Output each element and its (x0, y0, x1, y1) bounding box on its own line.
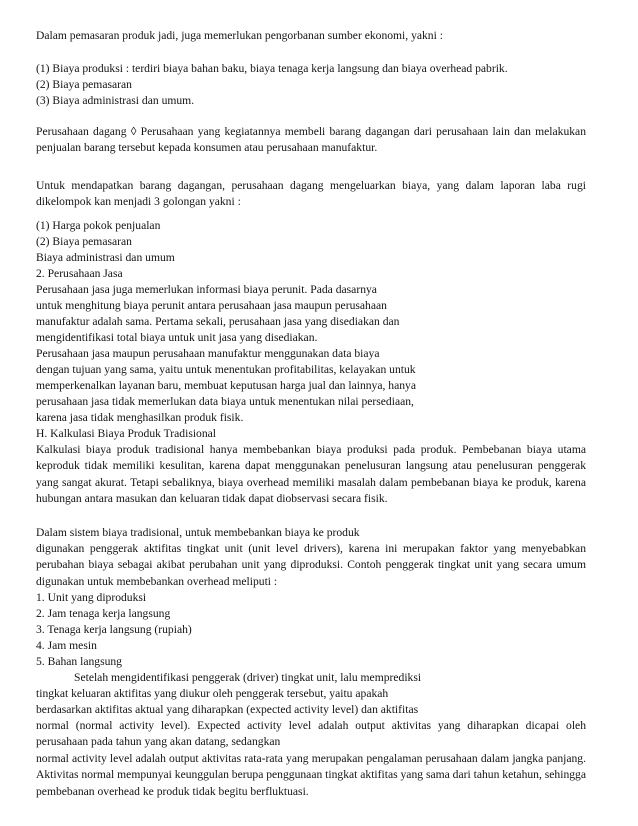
text-line: (2) Biaya pemasaran (36, 235, 132, 248)
text-line: dengan tujuan yang sama, yaitu untuk menentukan profitabilitas, kelayakan untuk (36, 363, 416, 376)
section-heading: 2. Perusahaan Jasa (36, 267, 123, 280)
driver-item: 3. Tenaga kerja langsung (rupiah) (36, 623, 192, 636)
text-line: tingkat keluaran aktifitas yang diukur oleh penggerak tersebut, yaitu apakah (36, 687, 389, 700)
perusahaan-dagang-paragraph: Perusahaan dagang ◊ Perusahaan yang kegiatannya membeli barang dagangan dari perusahaan lain dan melakukan penjualan barang tersebut kepada konsumen atau perusahaan manufaktur. (36, 125, 586, 155)
digunakan-paragraph: digunakan penggerak aktifitas tingkat unit (unit level drivers), karena ini merupakan faktor yang menyebabkan perubahan biaya sebagai akibat perubahan unit yang diproduksi. Contoh penggerak tingkat unit yang secara umum digunakan untuk membebankan overhead meliputi : (36, 542, 586, 588)
text-line: Dalam sistem biaya tradisional, untuk membebankan biaya ke produk (36, 526, 360, 539)
driver-item: 2. Jam tenaga kerja langsung (36, 607, 171, 620)
cost-item: (2) Biaya pemasaran (36, 78, 132, 91)
cost-item: (3) Biaya administrasi dan umum. (36, 94, 195, 107)
cost-item: (1) Biaya produksi : terdiri biaya bahan baku, biaya tenaga kerja langsung dan biaya overhead pabrik. (36, 62, 508, 75)
text-line: memperkenalkan layanan baru, membuat keputusan harga jual dan lainnya, hanya (36, 379, 416, 392)
intro-line: Dalam pemasaran produk jadi, juga memerlukan pengorbanan sumber ekonomi, yakni : (36, 29, 443, 42)
text-line: mengidentifikasi total biaya untuk unit jasa yang disediakan. (36, 331, 318, 344)
text-line: Perusahaan jasa maupun perusahaan manufaktur menggunakan data biaya (36, 347, 380, 360)
text-line: perusahaan jasa tidak memerlukan data biaya untuk menentukan nilai persediaan, (36, 395, 414, 408)
normal-activity-paragraph: normal activity level adalah output aktivitas rata-rata yang merupakan pengalaman perusahaan dalam jangka panjang. Aktivitas normal mempunyai keunggulan berupa penggunaan tingkat aktifitas yang sama dari tahun ketahun, sehingga pembebanan overhead ke produk tidak begitu berfluktuasi. (36, 752, 586, 798)
section-heading: H. Kalkulasi Biaya Produk Tradisional (36, 427, 217, 440)
driver-item: 5. Bahan langsung (36, 655, 122, 668)
text-line: Biaya administrasi dan umum (36, 251, 175, 264)
untuk-mendapatkan-paragraph: Untuk mendapatkan barang dagangan, perusahaan dagang mengeluarkan biaya, yang dalam laporan laba rugi dikelompok kan menjadi 3 golongan yakni : (36, 179, 586, 209)
text-line: karena jasa tidak menghasilkan produk fisik. (36, 411, 244, 424)
text-line: (1) Harga pokok penjualan (36, 219, 161, 232)
text-line: manufaktur adalah sama. Pertama sekali, perusahaan jasa yang disediakan dan (36, 315, 400, 328)
text-line: Setelah mengidentifikasi penggerak (driver) tingkat unit, lalu memprediksi (74, 671, 422, 684)
driver-item: 1. Unit yang diproduksi (36, 591, 147, 604)
text-line: Perusahaan jasa juga memerlukan informasi biaya perunit. Pada dasarnya (36, 283, 377, 296)
kalkulasi-paragraph: Kalkulasi biaya produk tradisional hanya membebankan biaya produksi pada produk. Pembebanan biaya utama keproduk tidak memiliki kesulitan, karena dapat menggunakan penelusuran langsung atau penelusuran penggerak yang sangat akurat. Tetapi sebaliknya, biaya overhead memiliki masalah dalam pembebanan biaya ke produk, karena hubungan antara masukan dan keluaran tidak dapat diobservasi secara fisik. (36, 443, 586, 506)
normal-paragraph: normal (normal activity level). Expected activity level adalah output aktivitas yang diharapkan dicapai oleh perusahaan pada tahun yang akan datang, sedangkan (36, 719, 586, 749)
driver-item: 4. Jam mesin (36, 639, 97, 652)
text-line: berdasarkan aktifitas aktual yang diharapkan (expected activity level) dan aktifitas (36, 703, 419, 716)
text-line: untuk menghitung biaya perunit antara perusahaan jasa maupun perusahaan (36, 299, 387, 312)
